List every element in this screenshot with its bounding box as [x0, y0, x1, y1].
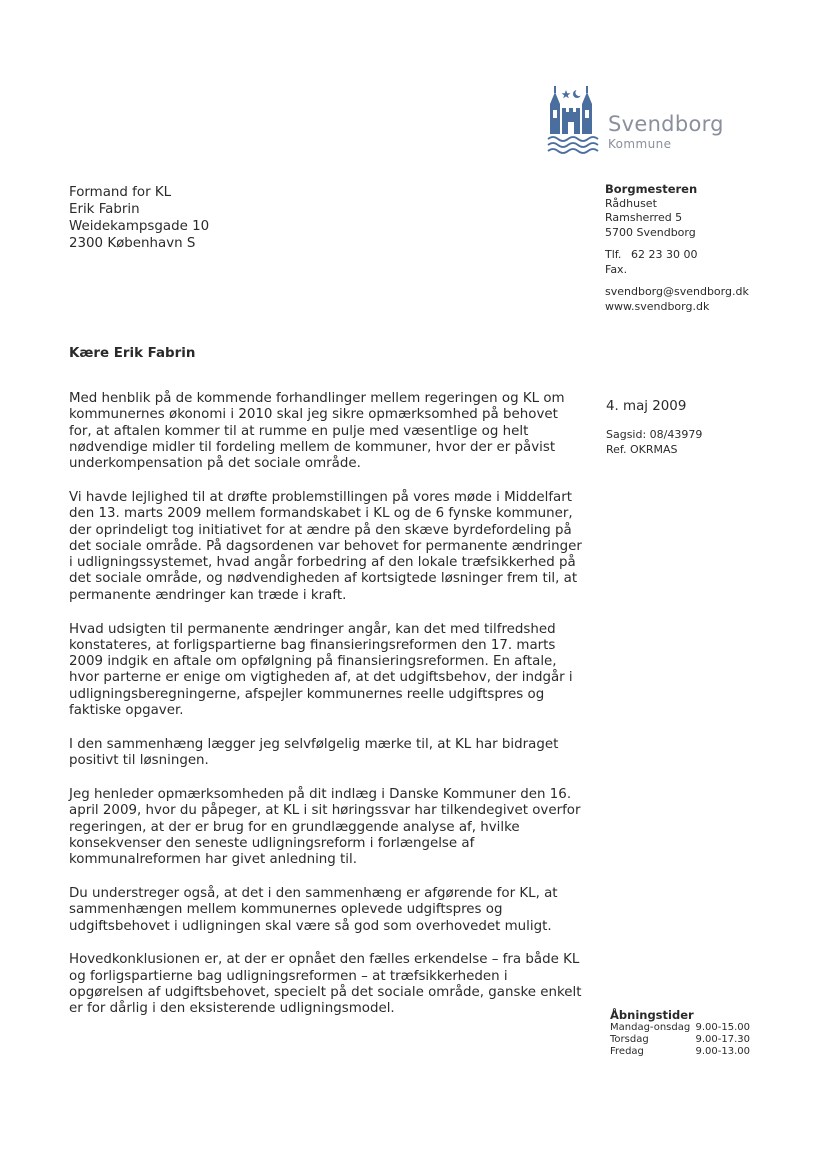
text-line: kommunernes økonomi i 2010 skal jeg sikre opmærksomhed på behovet	[69, 407, 558, 423]
sender-address-line: Ramsherred 5	[605, 211, 683, 224]
recipient-address	[69, 184, 209, 252]
case-references	[606, 428, 702, 457]
text-line: konsekvenser den seneste udligningsreform i forlængelse af	[69, 835, 475, 851]
text-line: permanente ændringer kan træde i kraft.	[69, 587, 347, 603]
logo-name: Svendborg	[608, 112, 724, 136]
text-line: udligningsberegningerne, afspejler kommunernes reelle udgiftspres og	[69, 686, 545, 702]
text-line: Jeg henleder opmærksomheden på dit indlæg i Danske Kommuner den 16.	[69, 786, 572, 802]
svendborg-crest-icon	[546, 84, 606, 156]
hours-day: Fredag	[610, 1045, 644, 1057]
text-line: det sociale område, og nødvendigheden af kortsigtede løsninger frem til, at	[69, 571, 578, 587]
text-line: opgørelsen af udgiftsbehovet, specielt på det sociale område, ganske enkelt	[69, 984, 582, 1000]
sender-phone	[605, 248, 749, 263]
hours-time: 9.00-15.00	[695, 1022, 750, 1033]
sender-address-line: 5700 Svendborg	[605, 225, 696, 239]
text-line: underkompensation på det sociale område.	[69, 456, 361, 472]
text-line: 2009 indgik en aftale om opfølgning på finansieringsreformen. En aftale,	[69, 654, 557, 670]
paragraph	[69, 622, 594, 720]
opening-hours	[610, 1008, 750, 1057]
opening-hours-row	[610, 1034, 750, 1046]
opening-hours-title: Åbningstider	[610, 1008, 694, 1022]
case-id: Sagsid: 08/43979	[606, 428, 703, 441]
paragraph	[69, 787, 594, 868]
text-line: Hvad udsigten til permanente ændringer angår, kan det med tilfredshed	[69, 621, 556, 637]
text-line: faktiske opgaver.	[69, 703, 184, 719]
paragraph	[69, 952, 594, 1017]
paragraph	[69, 490, 594, 604]
hours-time: 9.00-17.30	[695, 1033, 750, 1045]
text-line: positivt til løsningen.	[69, 753, 209, 769]
letter-date: 4. maj 2009	[606, 399, 687, 414]
text-line: hvor parterne er enige om vigtigheden af, at det udgiftsbehov, der indgår i	[69, 670, 573, 686]
text-line: kommunalreformen har givet anledning til.	[69, 852, 358, 868]
text-line: der oprindeligt tog initiativet for at ændre på den skæve byrdefordeling på	[69, 522, 572, 538]
letter-body	[69, 391, 594, 1035]
paragraph	[69, 737, 594, 770]
opening-hours-row	[610, 1022, 750, 1034]
hours-time: 9.00-13.00	[695, 1045, 750, 1057]
salutation: Kære Erik Fabrin	[69, 346, 196, 361]
recipient-line: Erik Fabrin	[69, 202, 140, 217]
recipient-line: Weidekampsgade 10	[69, 219, 210, 234]
recipient-line: 2300 København S	[69, 236, 196, 251]
text-line: nødvendige midler til fordeling mellem de kommuner, hvor der er påvist	[69, 439, 556, 455]
logo-subtitle: Kommune	[608, 137, 672, 151]
sender-block	[605, 182, 749, 314]
sender-fax: Fax.	[605, 262, 628, 276]
recipient-line: Formand for KL	[69, 185, 172, 200]
text-line: er for dårlig i den eksisterende udligningsmodel.	[69, 1001, 395, 1017]
text-line: det sociale område. På dagsordenen var behovet for permanente ændringer	[69, 538, 582, 554]
sender-email[interactable]: svendborg@svendborg.dk	[605, 285, 749, 298]
text-line: den 13. marts 2009 mellem formandskabet i KL og de 6 fynske kommuner,	[69, 506, 573, 522]
text-line: i udligningssystemet, hvad angår forbedring af den lokale træfsikkerhed på	[69, 555, 576, 571]
sender-website[interactable]: www.svendborg.dk	[605, 299, 710, 313]
text-line: for, at aftalen kommer til at rumme en pulje med væsentlige og helt	[69, 423, 529, 439]
text-line: sammenhængen mellem kommunernes oplevede udgiftspres og	[69, 902, 503, 918]
text-line: og forligspartierne bag udligningsreformen – at træfsikkerheden i	[69, 968, 508, 984]
text-line: regeringen, at der er brug for en grundlæggende analyse af, hvilke	[69, 819, 520, 835]
text-line: Med henblik på de kommende forhandlinger mellem regeringen og KL om	[69, 391, 565, 406]
hours-day: Mandag-onsdag	[610, 1022, 691, 1033]
phone-value: 62 23 30 00	[631, 248, 698, 261]
svendborg-logo	[546, 84, 726, 156]
phone-label: Tlf.	[605, 248, 622, 261]
opening-hours-row	[610, 1046, 750, 1058]
hours-day: Torsdag	[610, 1033, 649, 1045]
paragraph	[69, 391, 594, 472]
text-line: Hovedkonklusionen er, at der er opnået den fælles erkendelse – fra både KL	[69, 952, 580, 968]
text-line: konstateres, at forligspartierne bag finansieringsreformen den 17. marts	[69, 637, 556, 653]
sender-address-line: Rådhuset	[605, 196, 657, 210]
text-line: Du understreger også, at det i den sammenhæng er afgørende for KL, at	[69, 885, 558, 901]
text-line: I den sammenhæng lægger jeg selvfølgelig mærke til, at KL har bidraget	[69, 736, 559, 752]
text-line: april 2009, hvor du påpeger, at KL i sit høringssvar har tilkendegivet overfor	[69, 803, 581, 819]
paragraph	[69, 886, 594, 935]
text-line: udgiftsbehovet i udligningen skal være så god som overhovedet muligt.	[69, 918, 552, 934]
text-line: Vi havde lejlighed til at drøfte problemstillingen på vores møde i Middelfart	[69, 489, 572, 505]
reference: Ref. OKRMAS	[606, 442, 678, 456]
sender-title: Borgmesteren	[605, 182, 698, 196]
